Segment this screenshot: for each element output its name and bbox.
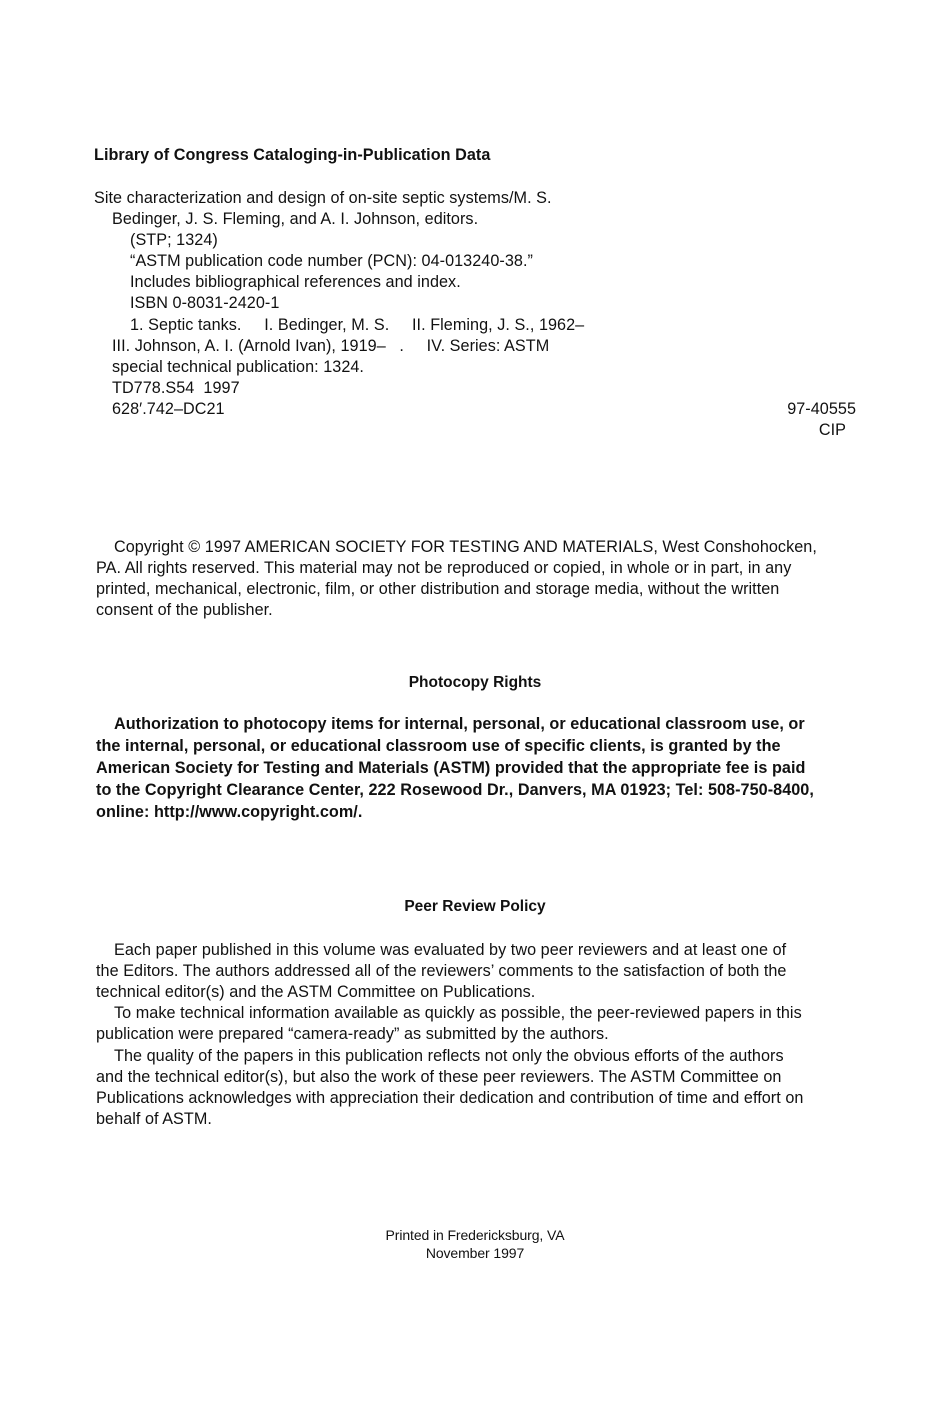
photocopy-line: online: http://www.copyright.com/. xyxy=(96,803,363,821)
lccn-number: 97-40555 xyxy=(787,400,856,418)
printed-date: November 1997 xyxy=(425,1245,525,1261)
peer-review-line: the Editors. The authors addressed all of the reviewers’ comments to the satisfaction of both the xyxy=(96,962,787,980)
cip-line: “ASTM publication code number (PCN): 04-013240-38.” xyxy=(130,252,533,270)
peer-review-heading: Peer Review Policy xyxy=(404,898,546,915)
cip-line: TD778.S54 1997 xyxy=(112,379,240,397)
cip-line: 628′.742–DC21 xyxy=(112,400,225,418)
peer-review-line: technical editor(s) and the ASTM Committee on Publications. xyxy=(96,983,536,1001)
peer-review-line: To make technical information available as quickly as possible, the peer-reviewed papers in this xyxy=(114,1004,802,1022)
peer-review-line: Publications acknowledges with appreciation their dedication and contribution of time and effort on xyxy=(96,1089,804,1107)
cip-line: III. Johnson, A. I. (Arnold Ivan), 1919– . IV. Series: ASTM xyxy=(112,337,550,355)
copyright-line: consent of the publisher. xyxy=(96,601,273,619)
peer-review-line: Each paper published in this volume was evaluated by two peer reviewers and at least one of xyxy=(114,941,787,959)
copyright-line: Copyright © 1997 AMERICAN SOCIETY FOR TESTING AND MATERIALS, West Conshohocken, xyxy=(114,538,817,556)
photocopy-line: American Society for Testing and Materials (ASTM) provided that the appropriate fee is paid xyxy=(96,759,806,777)
photocopy-heading: Photocopy Rights xyxy=(408,674,542,691)
photocopy-line: to the Copyright Clearance Center, 222 Rosewood Dr., Danvers, MA 01923; Tel: 508-750-8400, xyxy=(96,781,814,799)
printed-place: Printed in Fredericksburg, VA xyxy=(385,1227,565,1243)
cip-heading: Library of Congress Cataloging-in-Publication Data xyxy=(94,146,491,164)
cip-line: special technical publication: 1324. xyxy=(112,358,364,376)
photocopy-line: the internal, personal, or educational classroom use of specific clients, is granted by the xyxy=(96,737,781,755)
cip-line: (STP; 1324) xyxy=(130,231,218,249)
copyright-line: PA. All rights reserved. This material may not be reproduced or copied, in whole or in part, in any xyxy=(96,559,792,577)
cip-line: Bedinger, J. S. Fleming, and A. I. Johnson, editors. xyxy=(112,210,479,228)
cip-line: ISBN 0-8031-2420-1 xyxy=(130,294,280,312)
peer-review-line: behalf of ASTM. xyxy=(96,1110,212,1128)
peer-review-line: The quality of the papers in this publication reflects not only the obvious efforts of the authors xyxy=(114,1047,784,1065)
cip-line: Site characterization and design of on-site septic systems/M. S. xyxy=(94,189,552,207)
cip-line: 1. Septic tanks. I. Bedinger, M. S. II. Fleming, J. S., 1962– xyxy=(130,316,585,334)
cip-line: Includes bibliographical references and index. xyxy=(130,273,461,291)
peer-review-line: publication were prepared “camera-ready” as submitted by the authors. xyxy=(96,1025,609,1043)
peer-review-line: and the technical editor(s), but also the work of these peer reviewers. The ASTM Committee on xyxy=(96,1068,782,1086)
copyright-line: printed, mechanical, electronic, film, or other distribution and storage media, without the written xyxy=(96,580,780,598)
photocopy-line: Authorization to photocopy items for internal, personal, or educational classroom use, or xyxy=(114,715,805,733)
cip-label: CIP xyxy=(818,421,846,439)
